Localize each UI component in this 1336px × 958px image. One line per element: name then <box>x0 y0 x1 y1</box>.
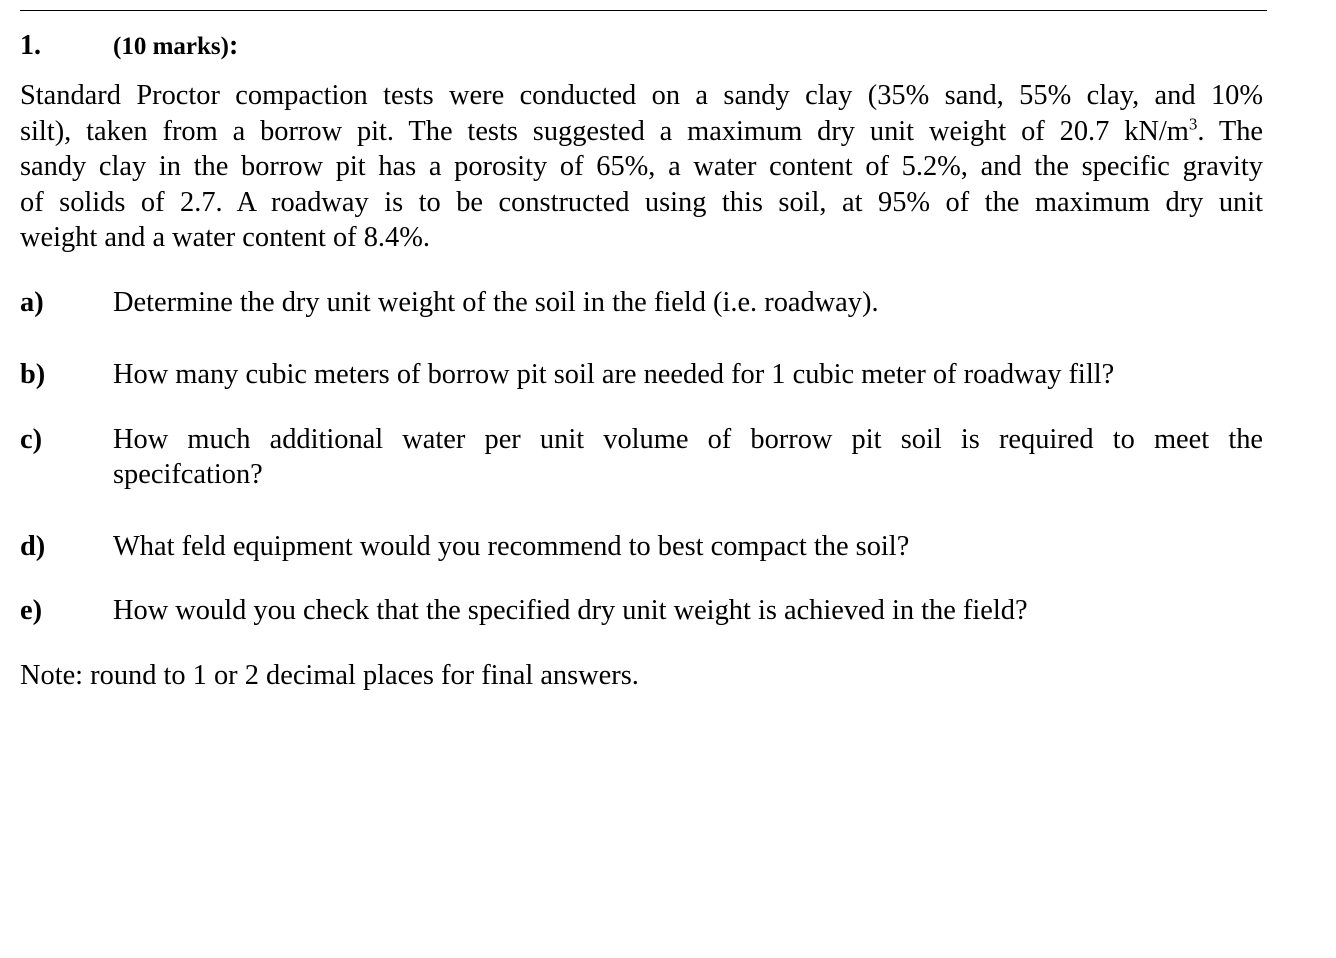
intro-line-3: sandy clay in the borrow pit has a porosity of 65%, a water content of 5.2%, and the specific gravity <box>20 151 1263 182</box>
part-c-text-line-1: How much additional water per unit volume of borrow pit soil is required to meet the <box>113 424 1263 455</box>
rounding-note: Note: round to 1 or 2 decimal places for final answers. <box>20 660 639 691</box>
part-a <box>20 285 1263 320</box>
question-intro <box>20 78 1263 256</box>
intro-line-1: Standard Proctor compaction tests were conducted on a sandy clay (35% sand, 55% clay, and 10% <box>20 80 1263 111</box>
part-b-label: b) <box>20 359 46 390</box>
part-b-text: How many cubic meters of borrow pit soil are needed for 1 cubic meter of roadway fill? <box>113 359 1115 390</box>
part-e-text: How would you check that the specified dry unit weight is achieved in the field? <box>113 595 1028 626</box>
intro-line-4: of solids of 2.7. A roadway is to be constructed using this soil, at 95% of the maximum dry unit <box>20 186 1263 218</box>
part-c-text <box>113 422 1263 492</box>
part-d <box>20 529 1263 564</box>
intro-line-2-text: silt), taken from a borrow pit. The tests suggested a maximum dry unit weight of 20.7 kN/m <box>20 115 1189 147</box>
top-rule <box>20 10 1267 11</box>
part-d-label: d) <box>20 531 46 562</box>
part-e <box>20 593 1263 628</box>
part-a-label: a) <box>20 287 44 318</box>
part-d-text: What feld equipment would you recommend to best compact the soil? <box>113 531 910 562</box>
question-number: 1. <box>20 30 41 61</box>
part-b <box>20 357 1263 392</box>
part-c-text-line-2: specifcation? <box>113 459 263 490</box>
question-marks: (10 marks) <box>113 33 229 60</box>
part-a-text: Determine the dry unit weight of the soil in the field (i.e. roadway). <box>113 287 879 318</box>
part-e-label: e) <box>20 595 43 626</box>
part-c-label: c) <box>20 424 43 455</box>
part-c <box>20 422 1263 492</box>
intro-line-2 <box>20 114 1263 150</box>
question-header <box>20 30 238 63</box>
intro-line-5: weight and a water content of 8.4%. <box>20 222 430 253</box>
intro-line-2-end: . The <box>1197 115 1263 147</box>
cubed-superscript: 3 <box>1188 114 1198 134</box>
question-marks-colon: : <box>228 30 239 61</box>
